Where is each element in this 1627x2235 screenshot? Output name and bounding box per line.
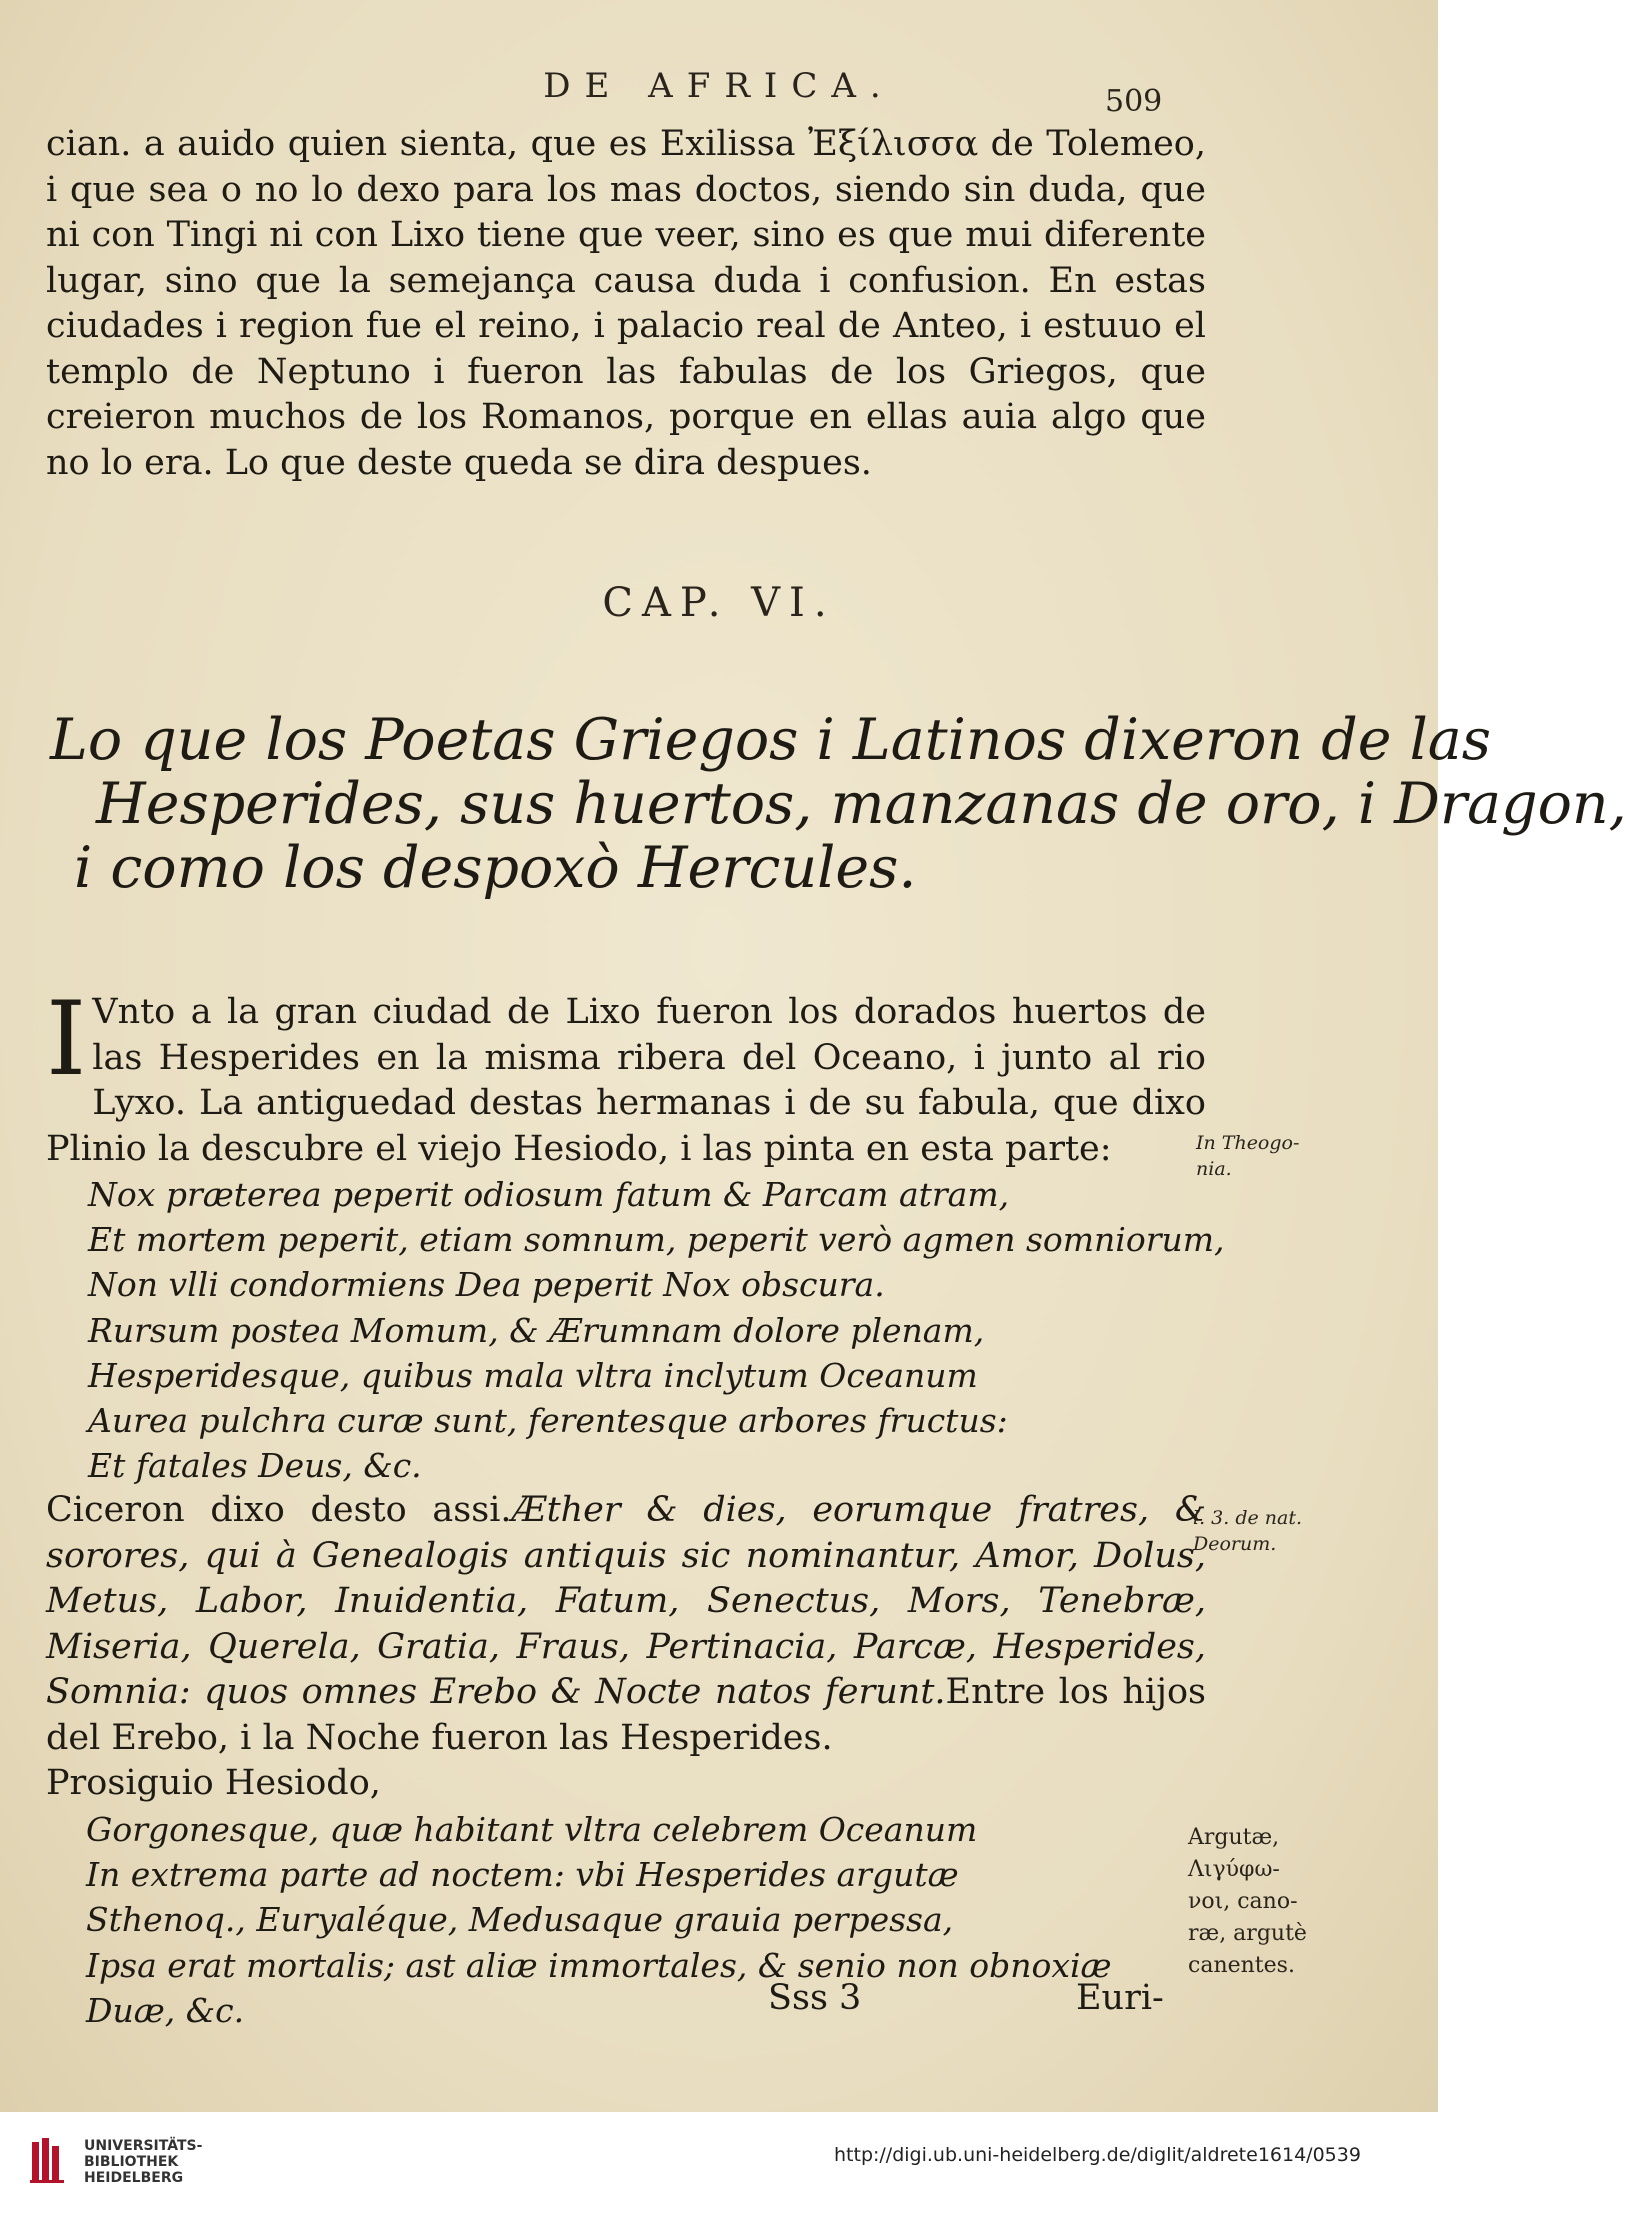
verse-line: Aurea pulchra curæ sunt, ferentesque arbores fructus: <box>88 1401 1008 1441</box>
footer-bar <box>0 2112 1438 2235</box>
library-name-line: UNIVERSITÄTS- <box>84 2138 203 2154</box>
hesiod-verse-1 <box>46 1172 1225 1488</box>
cicero-quote: Æther & dies, eorumque fratres, & sorores, qui à Genealogis antiquis sic nominantur, Amor, Dolus, Metus, Labor, Inuidentia, Fatum, Senectus, Mors, Tenebræ, Miseria, Querela, Gratia, Fraus, Pertinacia, Parcæ, Hesperides, Somnia: quos omnes Erebo & Nocte natos ferunt. <box>46 1490 1206 1713</box>
drop-capital: I <box>46 980 87 1099</box>
chapter-title-line-3: i como los despoxò Hercules. <box>74 835 917 901</box>
verse-line: Gorgonesque, quæ habitant vltra celebrem Oceanum <box>86 1809 978 1849</box>
paragraph-1 <box>46 122 1206 486</box>
margin-note-line: Λιγύφω- <box>1188 1857 1280 1882</box>
margin-note-line: Argutæ, <box>1188 1825 1280 1850</box>
signature-mark: Sss 3 <box>768 1978 862 2018</box>
margin-note-theogonia <box>1196 1130 1299 1182</box>
margin-note-line: ræ, argutè <box>1188 1921 1307 1946</box>
source-url-link[interactable]: http://digi.ub.uni-heidelberg.de/diglit/aldrete1614/0539 <box>834 2144 1361 2166</box>
margin-note-line: Deorum. <box>1193 1533 1277 1555</box>
margin-note-de-natura-deorum <box>1193 1505 1302 1557</box>
verse-line: Et fatales Deus, &c. <box>88 1446 422 1486</box>
chapter-title-line-2: Hesperides, sus huertos, manzanas de oro, i Dragon, <box>96 771 1627 837</box>
verse-line: Ipsa erat mortalis; ast aliæ immortales, & senio non obnoxiæ <box>86 1945 1112 1985</box>
prosiguio-line: Prosiguio Hesiodo, <box>46 1763 381 1804</box>
catchword: Euri- <box>1076 1978 1164 2018</box>
margin-note-line: nia. <box>1196 1158 1232 1180</box>
library-logo-icon <box>30 2136 66 2184</box>
running-head: DE AFRICA. <box>543 66 895 106</box>
paragraph-2 <box>46 980 1206 1172</box>
verse-line: Duæ, &c. <box>86 1990 245 2030</box>
margin-note-line: In Theogo- <box>1196 1132 1300 1154</box>
paragraph-2-text: Vnto a la gran ciudad de Lixo fueron los dorados huertos de las Hesperides en la misma ribera del Oceano, i junto al rio Lyxo. La antiguedad destas hermanas i de su fabula, que dixo Plinio la descubre el viejo Hesiodo, i las pinta en esta parte: <box>46 992 1206 1169</box>
chapter-title-line-1: Lo que los Poetas Griegos i Latinos dixeron de las <box>50 707 1492 773</box>
margin-note-line: l. 3. de nat. <box>1193 1507 1303 1529</box>
library-name <box>84 2138 202 2186</box>
page-number: 509 <box>1105 84 1163 119</box>
cicero-intro: Ciceron dixo desto assi. <box>46 1490 512 1531</box>
cicero-paragraph <box>46 1488 1206 1761</box>
verse-line: Hesperidesque, quibus mala vltra inclytum Oceanum <box>88 1355 978 1395</box>
chapter-title <box>50 707 1627 901</box>
verse-line: Et mortem peperit, etiam somnum, peperit verò agmen somniorum, <box>88 1220 1225 1260</box>
paragraph-1-text: cian. a auido quien sienta, que es Exilissa Ἐξίλισσα de Tolemeo, i que sea o no lo dexo para los mas doctos, siendo sin duda, que ni con Tingi ni con Lixo tiene que veer, sino es que mui diferente lugar, sino que la semejança causa duda i confusion. En estas ciudades i region fue el reino, i palacio real de Anteo, i estuuo el templo de Neptuno i fueron las fabulas de los Griegos, que creieron muchos de los Romanos, porque en ellas auia algo que no lo era. Lo que deste queda se dira despues. <box>46 124 1206 483</box>
margin-note-line: νοι, cano- <box>1188 1889 1298 1914</box>
cicero-after: Entre los hijos del Erebo, i la Noche fueron las Hesperides. <box>46 1672 1206 1758</box>
margin-note-argutae <box>1188 1822 1307 1982</box>
verse-line: In extrema parte ad noctem: vbi Hesperides argutæ <box>86 1855 959 1895</box>
margin-note-line: canentes. <box>1188 1953 1295 1978</box>
verse-line: Sthenoq., Euryaléque, Medusaque grauia perpessa, <box>86 1900 954 1940</box>
library-name-line: HEIDELBERG <box>84 2170 184 2186</box>
main-text <box>46 980 1225 2033</box>
hesiod-verse-2 <box>46 1807 1206 2033</box>
verse-line: Nox præterea peperit odiosum fatum & Parcam atram, <box>88 1175 1010 1214</box>
verse-line: Non vlli condormiens Dea peperit Nox obscura. <box>88 1265 885 1305</box>
chapter-heading: CAP. VI. <box>602 580 836 626</box>
verse-line: Rursum postea Momum, & Ærumnam dolore plenam, <box>88 1310 985 1350</box>
library-name-line: BIBLIOTHEK <box>84 2154 179 2170</box>
